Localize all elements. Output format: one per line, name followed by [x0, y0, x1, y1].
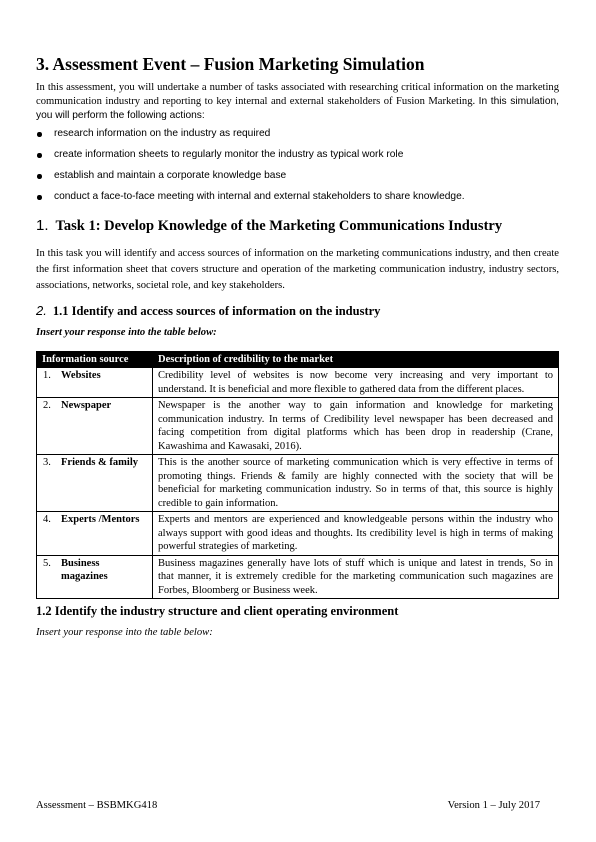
task-heading — [36, 217, 502, 235]
source-cell — [37, 512, 153, 556]
source-cell — [37, 398, 153, 455]
action-list — [36, 127, 465, 211]
page-title: 3. Assessment Event – Fusion Marketing Simulation — [36, 54, 425, 74]
section-1-1-heading — [36, 303, 380, 319]
task-number: 1. — [36, 217, 49, 234]
section-number: 2. — [36, 303, 47, 318]
source-label: Business magazines — [61, 557, 108, 582]
section-1-2-heading: 1.2 Identify the industry structure and client operating environment — [36, 604, 399, 618]
column-header: Description of credibility to the market — [153, 352, 559, 368]
task-title: Task 1: Develop Knowledge of the Marketing Communications Industry — [55, 218, 503, 234]
footer-version: Version 1 – July 2017 — [447, 800, 540, 811]
table-instruction: Insert your response into the table below: — [36, 627, 213, 638]
column-header: Information source — [37, 352, 153, 368]
table-row — [37, 455, 559, 512]
source-cell — [37, 455, 153, 512]
table-instruction: Insert your response into the table below: — [36, 327, 217, 338]
table-row — [37, 512, 559, 556]
intro-actions-lead: In this simulation, you will perform the following actions: — [36, 96, 559, 121]
table-header-row — [37, 352, 559, 368]
intro-paragraph — [36, 81, 559, 123]
row-number: 2. — [43, 400, 51, 411]
source-cell — [37, 555, 153, 599]
source-label: Websites — [61, 370, 101, 381]
list-item: create information sheets to regularly monitor the industry as typical work role — [36, 148, 465, 169]
list-item: research information on the industry as required — [36, 127, 465, 148]
row-number: 4. — [43, 514, 51, 525]
table-row — [37, 368, 559, 398]
description-cell: Experts and mentors are experienced and knowledgeable persons within the industry who always support with good ideas and thoughts. Its credibility level is high in terms of making powerful strategies of marketing. — [153, 512, 559, 556]
footer-assessment-code: Assessment – BSBMKG418 — [36, 800, 158, 811]
description-cell: Business magazines generally have lots of stuff which is unique and latest in trends, So in that manner, it is extremely credible for the marketing communication such magazines are Forbes, Bloomberg or Business week. — [153, 555, 559, 599]
list-item: establish and maintain a corporate knowledge base — [36, 169, 465, 190]
source-label: Friends & family — [61, 457, 138, 468]
table-row — [37, 555, 559, 599]
table-row — [37, 398, 559, 455]
task-description: In this task you will identify and access sources of information on the marketing communications industry, and then create the first information sheet that covers structure and operation of the marketing communication industry, industry sectors, associations, networks, societal role, and key stakeholders. — [36, 248, 559, 291]
list-item: conduct a face-to-face meeting with internal and external stakeholders to share knowledge. — [36, 190, 465, 211]
row-number: 1. — [43, 370, 51, 381]
source-label: Experts /Mentors — [61, 514, 140, 525]
row-number: 3. — [43, 457, 51, 468]
intro-text: In this assessment, you will undertake a number of tasks associated with researching critical information on the marketing communication industry and reporting to key internal and external stakeholders of Fusion Marketing. — [36, 82, 559, 107]
sources-table — [36, 351, 559, 599]
source-cell — [37, 368, 153, 398]
row-number: 5. — [43, 557, 51, 569]
description-cell: Newspaper is the another way to gain information and knowledge for marketing communication industry. In terms of Credibility level newspaper has been decreased and facing competition from digital platforms which has been drop in readership (Crane, Kawashima and Kawasaki, 2016). — [153, 398, 559, 455]
description-cell: Credibility level of websites is now become very increasing and very important to understand. It is beneficial and more flexible to gathered data from the different places. — [153, 368, 559, 398]
section-title: 1.1 Identify and access sources of information on the industry — [52, 304, 381, 318]
description-cell: This is the another source of marketing communication which is very effective in terms of promoting things. Friends & family are highly connected with the society that will be beneficial for marketing communication industry. So in terms of that, this source is highly credible to gain information. — [153, 455, 559, 512]
sources-table-container — [36, 351, 560, 604]
page-footer — [36, 800, 540, 811]
source-label: Newspaper — [61, 400, 112, 411]
